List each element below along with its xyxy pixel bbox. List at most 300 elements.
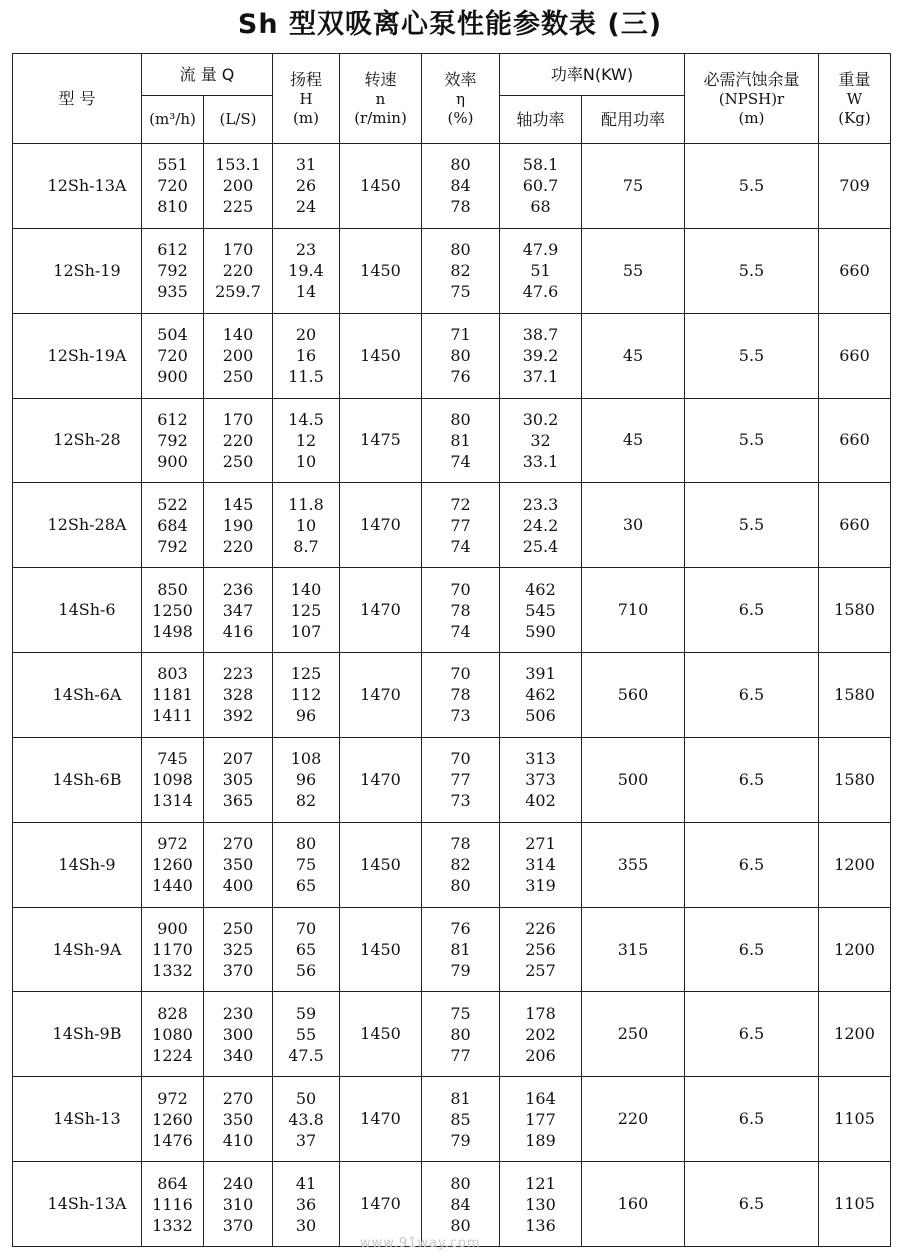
- header-motor-power: 配用功率: [582, 96, 685, 144]
- flow-ls-cell: [204, 907, 273, 992]
- motor-power-cell: 500: [582, 737, 685, 822]
- flow-m3h-cell-value: 850: [157, 579, 188, 599]
- flow-m3h-cell-value: 1314: [152, 791, 193, 811]
- flow-ls-cell-value: 250: [222, 451, 254, 471]
- header-shaft-power: 轴功率: [500, 96, 582, 144]
- head-cell-value: 14.5: [288, 409, 324, 429]
- flow-m3h-cell: [142, 313, 204, 398]
- efficiency-cell-value: 74: [450, 621, 471, 641]
- head-cell-value: 19.4: [288, 261, 324, 281]
- shaft-power-cell-value: 177: [525, 1109, 556, 1129]
- flow-ls-cell: [204, 144, 273, 229]
- head-cell: [273, 483, 340, 568]
- flow-m3h-cell-value: 792: [157, 261, 188, 281]
- flow-m3h-cell-value: 792: [157, 536, 188, 556]
- flow-ls-cell-value: 220: [222, 261, 254, 281]
- header-model: 型 号: [13, 54, 142, 144]
- flow-m3h-cell-value: 504: [157, 325, 188, 345]
- flow-ls-cell-value: 240: [222, 1173, 254, 1193]
- flow-m3h-cell: [142, 398, 204, 483]
- head-cell-value: 10: [295, 451, 317, 471]
- flow-ls-cell-value: 250: [222, 367, 254, 387]
- shaft-power-cell: [500, 737, 582, 822]
- efficiency-cell-value: 72: [450, 494, 471, 514]
- flow-m3h-cell: [142, 1162, 204, 1247]
- head-cell: [273, 144, 340, 229]
- flow-ls-cell: [204, 313, 273, 398]
- head-cell-value: 55: [295, 1024, 317, 1044]
- efficiency-cell-value: 78: [450, 197, 471, 217]
- efficiency-cell-value: 78: [450, 600, 471, 620]
- flow-ls-cell: [204, 228, 273, 313]
- efficiency-cell-value: 77: [450, 1045, 471, 1065]
- motor-power-cell: 250: [582, 992, 685, 1077]
- shaft-power-cell-value: 164: [525, 1088, 556, 1108]
- shaft-power-cell: [500, 228, 582, 313]
- motor-power-cell: 45: [582, 313, 685, 398]
- speed-cell: 1450: [340, 822, 422, 907]
- flow-ls-cell-value: 140: [222, 325, 254, 345]
- flow-m3h-cell-value: 720: [157, 176, 188, 196]
- speed-cell: 1450: [340, 992, 422, 1077]
- flow-ls-cell: [204, 737, 273, 822]
- flow-m3h-cell-value: 1260: [152, 855, 193, 875]
- flow-m3h-cell-value: 1170: [152, 940, 193, 960]
- efficiency-cell-value: 81: [450, 430, 471, 450]
- shaft-power-cell: [500, 568, 582, 653]
- flow-ls-cell-value: 410: [222, 1130, 254, 1150]
- model-cell: 12Sh-13A: [13, 144, 142, 229]
- table-row: [13, 483, 891, 568]
- flow-ls-cell-value: 370: [222, 961, 254, 981]
- header-flow-m3h: (m³/h): [142, 96, 204, 144]
- flow-m3h-cell-value: 684: [157, 515, 188, 535]
- speed-cell: 1470: [340, 1077, 422, 1162]
- speed-cell: 1450: [340, 313, 422, 398]
- efficiency-cell-value: 80: [450, 1173, 471, 1193]
- shaft-power-cell-value: 206: [525, 1045, 556, 1065]
- flow-ls-cell-value: 416: [222, 621, 254, 641]
- flow-m3h-cell-value: 900: [157, 919, 188, 939]
- head-cell-value: 14: [295, 282, 317, 302]
- speed-cell: 1470: [340, 653, 422, 738]
- efficiency-cell-value: 70: [450, 579, 471, 599]
- weight-cell: 1200: [819, 822, 891, 907]
- shaft-power-cell-value: 25.4: [522, 536, 559, 556]
- npsh-cell: 6.5: [685, 822, 819, 907]
- npsh-cell: 6.5: [685, 1162, 819, 1247]
- flow-ls-cell: [204, 653, 273, 738]
- weight-cell: 1200: [819, 907, 891, 992]
- flow-ls-cell-value: 190: [222, 515, 254, 535]
- efficiency-cell-value: 80: [450, 240, 471, 260]
- shaft-power-cell: [500, 1077, 582, 1162]
- efficiency-cell-value: 74: [450, 536, 471, 556]
- motor-power-cell: 355: [582, 822, 685, 907]
- efficiency-cell: [422, 992, 500, 1077]
- flow-m3h-cell-value: 612: [157, 409, 188, 429]
- head-cell-value: 112: [290, 685, 322, 705]
- npsh-cell: 6.5: [685, 653, 819, 738]
- efficiency-cell: [422, 1162, 500, 1247]
- efficiency-cell-value: 74: [450, 451, 471, 471]
- shaft-power-cell-value: 58.1: [522, 155, 559, 175]
- head-cell-value: 31: [295, 155, 317, 175]
- flow-ls-cell-value: 340: [222, 1045, 254, 1065]
- speed-cell: 1450: [340, 144, 422, 229]
- efficiency-cell-value: 79: [450, 1130, 471, 1150]
- npsh-cell: 6.5: [685, 737, 819, 822]
- shaft-power-cell-value: 38.7: [522, 325, 559, 345]
- flow-m3h-cell: [142, 228, 204, 313]
- header-weight: 重量 W (Kg): [819, 54, 891, 144]
- head-cell-value: 37: [295, 1130, 317, 1150]
- speed-cell: 1470: [340, 568, 422, 653]
- head-cell-value: 96: [295, 706, 317, 726]
- flow-m3h-cell: [142, 992, 204, 1077]
- head-cell-value: 56: [295, 961, 317, 981]
- efficiency-cell-value: 84: [450, 1194, 471, 1214]
- head-cell-value: 24: [295, 197, 317, 217]
- shaft-power-cell-value: 130: [525, 1194, 556, 1214]
- flow-m3h-cell-value: 1498: [152, 621, 193, 641]
- efficiency-cell-value: 75: [450, 1003, 471, 1023]
- npsh-cell: 5.5: [685, 228, 819, 313]
- pump-spec-table: [12, 53, 891, 1247]
- efficiency-cell-value: 79: [450, 961, 471, 981]
- shaft-power-cell-value: 257: [525, 961, 556, 981]
- weight-cell: 1200: [819, 992, 891, 1077]
- shaft-power-cell-value: 33.1: [522, 451, 559, 471]
- head-cell-value: 65: [295, 940, 317, 960]
- flow-ls-cell: [204, 568, 273, 653]
- flow-ls-cell-value: 325: [222, 940, 254, 960]
- head-cell-value: 43.8: [288, 1109, 324, 1129]
- shaft-power-cell: [500, 653, 582, 738]
- model-cell: 14Sh-6: [13, 568, 142, 653]
- npsh-cell: 5.5: [685, 398, 819, 483]
- speed-cell: 1470: [340, 483, 422, 568]
- flow-ls-cell-value: 250: [222, 919, 254, 939]
- efficiency-cell-value: 84: [450, 176, 471, 196]
- shaft-power-cell-value: 24.2: [522, 515, 559, 535]
- shaft-power-cell-value: 313: [525, 749, 556, 769]
- efficiency-cell-value: 76: [450, 919, 471, 939]
- head-cell: [273, 653, 340, 738]
- head-cell-value: 11.5: [288, 367, 324, 387]
- shaft-power-cell: [500, 483, 582, 568]
- flow-ls-cell-value: 365: [222, 791, 254, 811]
- efficiency-cell-value: 81: [450, 940, 471, 960]
- flow-m3h-cell-value: 551: [157, 155, 188, 175]
- flow-ls-cell: [204, 1162, 273, 1247]
- head-cell-value: 125: [290, 600, 322, 620]
- weight-cell: 1105: [819, 1077, 891, 1162]
- weight-cell: 709: [819, 144, 891, 229]
- speed-cell: 1450: [340, 228, 422, 313]
- flow-ls-cell: [204, 398, 273, 483]
- efficiency-cell-value: 80: [450, 1215, 471, 1235]
- shaft-power-cell-value: 226: [525, 919, 556, 939]
- model-cell: 12Sh-28A: [13, 483, 142, 568]
- table-row: [13, 228, 891, 313]
- flow-ls-cell: [204, 822, 273, 907]
- shaft-power-cell-value: 545: [525, 600, 556, 620]
- flow-ls-cell: [204, 1077, 273, 1162]
- flow-ls-cell-value: 223: [222, 664, 254, 684]
- shaft-power-cell-value: 51: [530, 261, 551, 281]
- efficiency-cell-value: 78: [450, 834, 471, 854]
- flow-m3h-cell-value: 828: [157, 1003, 188, 1023]
- shaft-power-cell: [500, 398, 582, 483]
- efficiency-cell: [422, 737, 500, 822]
- shaft-power-cell: [500, 1162, 582, 1247]
- efficiency-cell-value: 82: [450, 261, 471, 281]
- weight-cell: 660: [819, 313, 891, 398]
- head-cell: [273, 398, 340, 483]
- watermark: www.91way.com: [360, 1236, 481, 1251]
- head-cell-value: 82: [295, 791, 317, 811]
- flow-m3h-cell-value: 745: [157, 749, 188, 769]
- table-row: [13, 1162, 891, 1247]
- flow-ls-cell-value: 270: [222, 1088, 254, 1108]
- model-cell: 12Sh-19A: [13, 313, 142, 398]
- flow-m3h-cell-value: 1098: [152, 770, 193, 790]
- npsh-cell: 5.5: [685, 483, 819, 568]
- flow-m3h-cell-value: 1260: [152, 1109, 193, 1129]
- head-cell-value: 140: [290, 579, 322, 599]
- shaft-power-cell-value: 121: [525, 1173, 556, 1193]
- flow-ls-cell-value: 347: [222, 600, 254, 620]
- head-cell-value: 16: [295, 346, 317, 366]
- efficiency-cell-value: 80: [450, 155, 471, 175]
- flow-ls-cell-value: 270: [222, 834, 254, 854]
- efficiency-cell-value: 80: [450, 876, 471, 896]
- efficiency-cell: [422, 653, 500, 738]
- flow-m3h-cell-value: 803: [157, 664, 188, 684]
- shaft-power-cell-value: 271: [525, 834, 556, 854]
- weight-cell: 660: [819, 398, 891, 483]
- flow-m3h-cell: [142, 568, 204, 653]
- shaft-power-cell: [500, 992, 582, 1077]
- weight-cell: 1580: [819, 568, 891, 653]
- head-cell: [273, 313, 340, 398]
- flow-m3h-cell: [142, 737, 204, 822]
- flow-ls-cell-value: 230: [222, 1003, 254, 1023]
- efficiency-cell-value: 73: [450, 706, 471, 726]
- flow-m3h-cell-value: 900: [157, 451, 188, 471]
- motor-power-cell: 55: [582, 228, 685, 313]
- flow-m3h-cell-value: 1476: [152, 1130, 193, 1150]
- head-cell-value: 26: [295, 176, 317, 196]
- model-cell: 12Sh-28: [13, 398, 142, 483]
- flow-ls-cell-value: 236: [222, 579, 254, 599]
- efficiency-cell-value: 76: [450, 367, 471, 387]
- head-cell: [273, 568, 340, 653]
- flow-ls-cell-value: 328: [222, 685, 254, 705]
- flow-m3h-cell-value: 612: [157, 240, 188, 260]
- flow-m3h-cell-value: 864: [157, 1173, 188, 1193]
- model-cell: 14Sh-6B: [13, 737, 142, 822]
- flow-m3h-cell-value: 972: [157, 1088, 188, 1108]
- flow-m3h-cell-value: 1332: [152, 961, 193, 981]
- head-cell-value: 59: [295, 1003, 317, 1023]
- flow-ls-cell-value: 400: [222, 876, 254, 896]
- flow-ls-cell-value: 350: [222, 1109, 254, 1129]
- efficiency-cell-value: 73: [450, 791, 471, 811]
- flow-ls-cell-value: 310: [222, 1194, 254, 1214]
- efficiency-cell-value: 81: [450, 1088, 471, 1108]
- flow-ls-cell-value: 207: [222, 749, 254, 769]
- flow-m3h-cell-value: 1181: [152, 685, 193, 705]
- head-cell: [273, 1162, 340, 1247]
- efficiency-cell-value: 70: [450, 664, 471, 684]
- shaft-power-cell-value: 32: [530, 430, 551, 450]
- head-cell-value: 20: [295, 325, 317, 345]
- efficiency-cell-value: 80: [450, 1024, 471, 1044]
- flow-ls-cell-value: 145: [222, 494, 254, 514]
- header-efficiency: 效率 η (%): [422, 54, 500, 144]
- flow-ls-cell-value: 370: [222, 1215, 254, 1235]
- efficiency-cell-value: 77: [450, 515, 471, 535]
- table-row: [13, 653, 891, 738]
- head-cell: [273, 228, 340, 313]
- model-cell: 14Sh-9A: [13, 907, 142, 992]
- flow-m3h-cell-value: 1224: [152, 1045, 193, 1065]
- speed-cell: 1475: [340, 398, 422, 483]
- flow-m3h-cell: [142, 907, 204, 992]
- motor-power-cell: 160: [582, 1162, 685, 1247]
- weight-cell: 660: [819, 483, 891, 568]
- efficiency-cell: [422, 907, 500, 992]
- motor-power-cell: 45: [582, 398, 685, 483]
- flow-m3h-cell-value: 1411: [152, 706, 193, 726]
- table-row: [13, 568, 891, 653]
- flow-m3h-cell: [142, 653, 204, 738]
- shaft-power-cell-value: 47.9: [522, 240, 559, 260]
- npsh-cell: 6.5: [685, 568, 819, 653]
- shaft-power-cell-value: 462: [525, 579, 556, 599]
- model-cell: 14Sh-13A: [13, 1162, 142, 1247]
- header-head: 扬程 H (m): [273, 54, 340, 144]
- head-cell-value: 107: [290, 621, 322, 641]
- efficiency-cell: [422, 398, 500, 483]
- flow-m3h-cell: [142, 822, 204, 907]
- head-cell: [273, 822, 340, 907]
- table-row: [13, 737, 891, 822]
- shaft-power-cell-value: 256: [525, 940, 556, 960]
- shaft-power-cell-value: 47.6: [522, 282, 559, 302]
- head-cell-value: 80: [295, 834, 317, 854]
- motor-power-cell: 315: [582, 907, 685, 992]
- efficiency-cell-value: 85: [450, 1109, 471, 1129]
- shaft-power-cell-value: 373: [525, 770, 556, 790]
- head-cell-value: 36: [295, 1194, 317, 1214]
- flow-ls-cell-value: 200: [222, 176, 254, 196]
- head-cell-value: 70: [295, 919, 317, 939]
- flow-ls-cell-value: 392: [222, 706, 254, 726]
- shaft-power-cell-value: 23.3: [522, 494, 559, 514]
- head-cell-value: 96: [295, 770, 317, 790]
- model-cell: 14Sh-13: [13, 1077, 142, 1162]
- shaft-power-cell-value: 462: [525, 685, 556, 705]
- head-cell-value: 41: [295, 1173, 317, 1193]
- flow-m3h-cell-value: 1440: [152, 876, 193, 896]
- shaft-power-cell-value: 60.7: [522, 176, 559, 196]
- flow-m3h-cell-value: 1080: [152, 1024, 193, 1044]
- flow-ls-cell-value: 305: [222, 770, 254, 790]
- table-row: [13, 398, 891, 483]
- flow-m3h-cell: [142, 144, 204, 229]
- flow-ls-cell-value: 220: [222, 536, 254, 556]
- shaft-power-cell: [500, 144, 582, 229]
- shaft-power-cell: [500, 313, 582, 398]
- header-flow-ls: (L/S): [204, 96, 273, 144]
- shaft-power-cell-value: 402: [525, 791, 556, 811]
- motor-power-cell: 30: [582, 483, 685, 568]
- shaft-power-cell-value: 37.1: [522, 367, 559, 387]
- flow-ls-cell-value: 153.1: [215, 155, 261, 175]
- head-cell-value: 30: [295, 1215, 317, 1235]
- efficiency-cell: [422, 568, 500, 653]
- npsh-cell: 6.5: [685, 1077, 819, 1162]
- efficiency-cell: [422, 1077, 500, 1162]
- table-row: [13, 144, 891, 229]
- flow-m3h-cell-value: 1332: [152, 1215, 193, 1235]
- efficiency-cell: [422, 483, 500, 568]
- model-cell: 14Sh-9: [13, 822, 142, 907]
- head-cell-value: 108: [290, 749, 322, 769]
- head-cell-value: 75: [295, 855, 317, 875]
- head-cell-value: 23: [295, 240, 317, 260]
- flow-m3h-cell-value: 810: [157, 197, 188, 217]
- efficiency-cell-value: 71: [450, 325, 471, 345]
- flow-ls-cell: [204, 483, 273, 568]
- flow-ls-cell-value: 259.7: [215, 282, 261, 302]
- efficiency-cell-value: 80: [450, 409, 471, 429]
- model-cell: 12Sh-19: [13, 228, 142, 313]
- head-cell-value: 12: [295, 430, 317, 450]
- head-cell: [273, 1077, 340, 1162]
- model-cell: 14Sh-9B: [13, 992, 142, 1077]
- table-row: [13, 313, 891, 398]
- weight-cell: 660: [819, 228, 891, 313]
- header-flow: 流 量 Q: [142, 54, 273, 96]
- npsh-cell: 6.5: [685, 907, 819, 992]
- head-cell-value: 11.8: [288, 494, 324, 514]
- head-cell-value: 10: [295, 515, 317, 535]
- flow-m3h-cell-value: 900: [157, 367, 188, 387]
- flow-m3h-cell-value: 720: [157, 346, 188, 366]
- shaft-power-cell-value: 314: [525, 855, 556, 875]
- speed-cell: 1450: [340, 907, 422, 992]
- flow-ls-cell-value: 220: [222, 430, 254, 450]
- speed-cell: 1470: [340, 1162, 422, 1247]
- shaft-power-cell-value: 391: [525, 664, 556, 684]
- shaft-power-cell: [500, 907, 582, 992]
- efficiency-cell-value: 75: [450, 282, 471, 302]
- npsh-cell: 5.5: [685, 144, 819, 229]
- speed-cell: 1470: [340, 737, 422, 822]
- flow-ls-cell-value: 350: [222, 855, 254, 875]
- efficiency-cell-value: 77: [450, 770, 471, 790]
- flow-m3h-cell-value: 972: [157, 834, 188, 854]
- header-speed: 转速 n (r/min): [340, 54, 422, 144]
- head-cell: [273, 907, 340, 992]
- table-row: [13, 992, 891, 1077]
- motor-power-cell: 220: [582, 1077, 685, 1162]
- npsh-cell: 6.5: [685, 992, 819, 1077]
